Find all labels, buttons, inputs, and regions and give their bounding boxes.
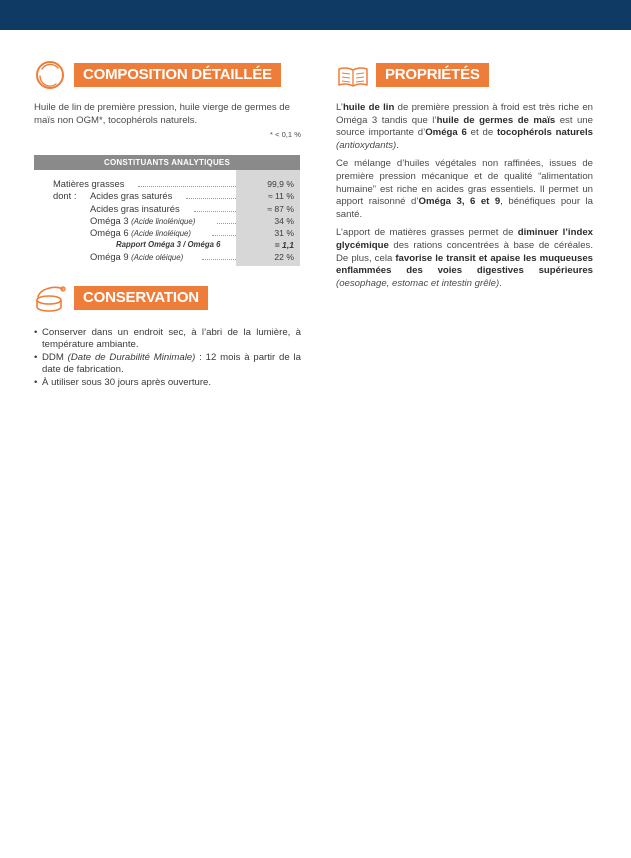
row-value: ≈ 11 % <box>267 191 294 202</box>
row-label: Oméga 6 <box>90 226 129 238</box>
row-value: = 1,1 <box>274 240 294 251</box>
row-label: Acides gras saturés <box>90 190 173 202</box>
row-value: ≈ 87 % <box>267 203 294 214</box>
proprietes-paragraph-2: Ce mélange d’huiles végétales non raffinées, issues de première pression mécanique et de qualité “alimentation humaine” est riche en acides gras essentiels. Il permet un apport raisonné d’Oméga 3, 6 et 9, bénéfiques pour la santé. <box>336 158 593 220</box>
table-row <box>34 215 300 227</box>
composition-title: COMPOSITION DÉTAILLÉE <box>74 63 281 87</box>
row-sublabel: (Acide linoléique) <box>131 228 191 238</box>
table-row <box>34 178 300 190</box>
conservation-list <box>34 327 301 390</box>
row-label: Matières grasses <box>53 178 125 190</box>
footnote: * < 0,1 % <box>269 130 301 140</box>
table-row <box>34 190 300 202</box>
top-banner <box>0 0 631 30</box>
proprietes-paragraph-3: L’apport de matières grasses permet de diminuer l’index glycémique des rations concentrées à base de céréales. De plus, cela favorise le transit et apaise les muqueuses enflammées des voies digestives supérieures (oesophage, estomac et intestin grêle). <box>336 227 593 289</box>
right-column <box>336 60 593 290</box>
open-can-icon <box>34 283 68 313</box>
row-value: 99,9 % <box>267 179 294 190</box>
list-item: • À utiliser sous 30 jours après ouverture. <box>34 377 301 390</box>
table-row-ratio <box>34 239 300 251</box>
row-sublabel: (Acide oléique) <box>131 253 184 263</box>
row-value: 22 % <box>274 252 294 263</box>
conservation-title: CONSERVATION <box>74 286 208 310</box>
left-column <box>34 60 301 389</box>
list-item: • Conserver dans un endroit sec, à l’abri de la lumière, à température ambiante. <box>34 327 301 352</box>
proprietes-header <box>336 60 593 90</box>
table-header: CONSTITUANTS ANALYTIQUES <box>34 155 300 170</box>
row-label: Oméga 3 <box>90 214 129 226</box>
row-label: Rapport Oméga 3 / Oméga 6 <box>116 240 221 250</box>
composition-text: Huile de lin de première pression, huile vierge de germes de maïs non OGM*, tocophérols naturels. <box>34 102 290 126</box>
list-item: • DDM (Date de Durabilité Minimale) : 12 mois à partir de la date de fabrication. <box>34 352 301 377</box>
row-label: Acides gras insaturés <box>90 202 180 214</box>
proprietes-paragraph-1: L’huile de lin de première pression à froid est très riche en Oméga 3 tandis que l’huile de germes de maïs est une source importante d’Oméga 6 et de tocophérols naturels (antioxydants). <box>336 102 593 151</box>
open-book-icon <box>336 60 370 90</box>
table-row <box>34 203 300 215</box>
composition-header <box>34 60 301 90</box>
conservation-header <box>34 283 301 313</box>
table-row <box>34 227 300 239</box>
row-sublabel: (Acide linolénique) <box>131 216 196 226</box>
table-row <box>34 251 300 263</box>
constituents-table <box>34 155 300 263</box>
row-label: Oméga 9 <box>90 251 129 263</box>
row-value: 34 % <box>274 215 294 226</box>
row-prefix: dont : <box>53 190 77 202</box>
ring-icon <box>34 60 68 90</box>
proprietes-title: PROPRIÉTÉS <box>376 63 489 87</box>
row-value: 31 % <box>274 227 294 238</box>
